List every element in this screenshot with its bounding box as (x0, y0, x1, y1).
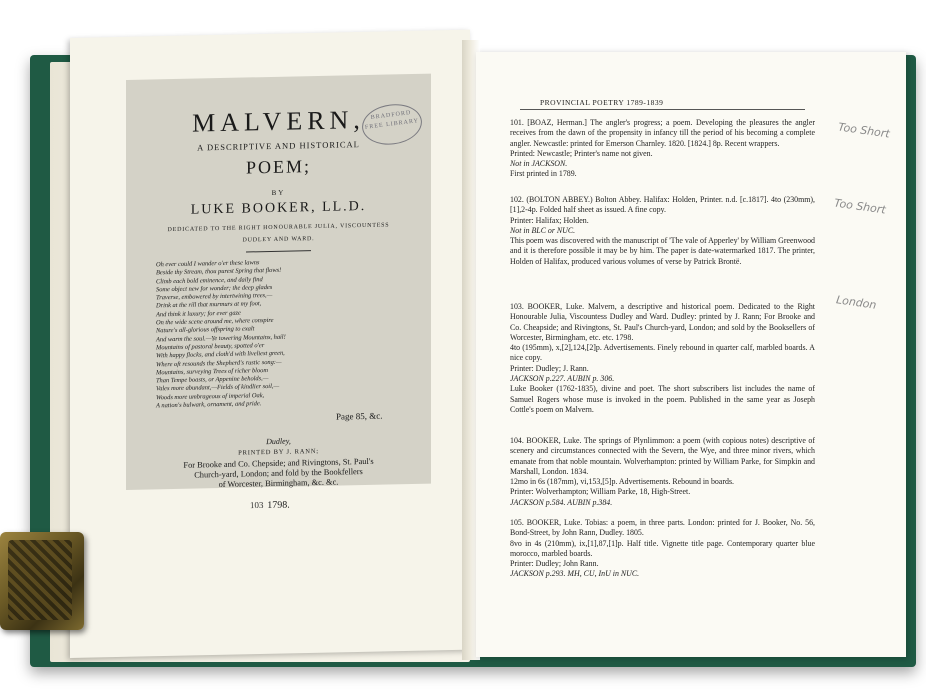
verse-line: Where oft resounds the Shepherd's rustic song:— (156, 358, 282, 368)
facsimile-place: Dudley, (266, 436, 291, 447)
verse-line: Oh ever could I wander o'er these lawns (156, 259, 260, 269)
verse-line: And warm the soul.—Ye towering Mountains, hail! (156, 333, 286, 344)
library-stamp: BRADFORD FREE LIBRARY (360, 101, 424, 148)
entry-line: 102. (BOLTON ABBEY.) Bolton Abbey. Halifax: Holden, Printer. n.d. [c.1817]. 4to (230mm), [1],2-4p. Folded half sheet as issued. A fine copy. (510, 195, 815, 215)
facsimile-verse (156, 256, 406, 411)
facsimile-year: 1798. (267, 499, 290, 512)
verse-line: Vales more abundant,—Fields of kindlier soil,— (156, 383, 280, 393)
facsimile-rule (246, 250, 311, 252)
header-rule (520, 109, 805, 110)
catalogue-entry-102 (510, 195, 815, 267)
verse-line: Woods more umbrageous of imperial Oak, (156, 391, 265, 402)
entry-line: 101. [BOAZ, Herman.] The angler's progress; a poem. Developing the pleasures the angler receives from the dawn of the propensity in infancy till the period of his becoming a complete angler. Newcastle: printed for Emerson Charnley. 1820. [1824.] 8p. Recent wrappers. (510, 118, 815, 148)
entry-line: JACKSON p.293. MH, CU, InU in NUC. (510, 569, 640, 579)
verse-line: Some object new for wonder; the deep glades (156, 283, 273, 294)
entry-line: 103. BOOKER, Luke. Malvern, a descriptive and historical poem. Dedicated to the Right Honourable Julia, Viscountess Dudley and Ward. Dudley: printed by J. Rann; For Brooke and Co. Cheapside; and Rivingtons, St. Paul's Church-yard, London; and sold by the Booksellers of Worcester, Birmingham, etc. etc. 1798. (510, 302, 815, 342)
facsimile-author: LUKE BOOKER, LL.D. (190, 198, 367, 218)
facsimile-dedication-2: DUDLEY AND WARD. (242, 236, 315, 244)
facsimile-subtitle: A DESCRIPTIVE AND HISTORICAL (197, 139, 360, 153)
catalogue-entry-101 (510, 118, 815, 180)
verse-line: And think it luxury; for ever gaze (156, 309, 241, 319)
facsimile-imprint (136, 456, 421, 492)
verse-line: Mountains of pastoral beauty, spotted o'er (156, 342, 265, 352)
verse-line: A nation's bulwark, ornament, and pride. (156, 400, 262, 410)
left-page-number: 103 (249, 499, 264, 511)
entry-line: This poem was discovered with the manuscript of 'The vale of Apperley' by William Greenwood and it is therefore possible it may be by him. The paper is date-watermarked 1817. The printer, Holden of Halifax, produced various volumes of verse by Patrick Brontë. (510, 236, 815, 266)
verse-line: Drink at the rill that murmurs at my foot, (156, 300, 262, 310)
entry-line: Printed: Newcastle; Printer's name not given. (510, 148, 653, 158)
catalogue-entry-104 (510, 436, 815, 508)
entry-line: 105. BOOKER, Luke. Tobias: a poem, in three parts. London: printed for J. Booker, No. 56, Bond-Street, by John Rann, Dudley. 1805. (510, 518, 815, 538)
catalogue-entry-105 (510, 518, 815, 580)
entry-line: JACKSON p.584. AUBIN p.384. (510, 497, 613, 507)
verse-line: Mountains, surveying Trees of richer bloom (156, 366, 268, 377)
entry-line: JACKSON p.227. AUBIN p. 306. (510, 374, 615, 384)
verse-line: On the wide scene around me, where conspire (156, 316, 274, 327)
pencil-note: London (835, 293, 878, 312)
brass-page-weight (0, 532, 84, 630)
entry-line: Printer: Dudley; J. Rann. (510, 363, 589, 373)
verse-line: Climb each bold eminence, and daily find (156, 275, 263, 285)
verse-line: Traverse, embowered by intertwining trees,— (156, 292, 273, 302)
imprint-line: For Brooke and Co. Chepside; and Rivingtons, St. Paul's (183, 456, 374, 470)
entry-line: 8vo in 4s (210mm), ix,[1],87,[1]p. Half title. Vignette title page. Contemporary quarter blue morocco, marbled boards. (510, 538, 815, 558)
running-head: PROVINCIAL POETRY 1789-1839 (540, 98, 664, 107)
entry-line: Luke Booker (1762-1835), divine and poet. The short subscribers list includes the name of Samuel Rogers whose muse is invoked in the poem. Published in the same year as Joseph Cottle's poem on Malvern. (510, 384, 815, 414)
verse-line: With happy flocks, and cloth'd with liveliest green, (156, 349, 285, 360)
imprint-line: Church-yard, London; and fold by the Bookfellers (194, 467, 363, 480)
facsimile-dedication: DEDICATED TO THE RIGHT HONOURABLE JULIA, VISCOUNTESS (167, 222, 390, 234)
entry-line: Not in JACKSON. (510, 159, 568, 169)
imprint-line: of Worcester, Birmingham, &c. &c. (218, 477, 339, 490)
entry-line: Printer: Halifax; Holden. (510, 215, 589, 225)
catalogue-entry-103 (510, 302, 815, 415)
facsimile-page-ref: Page 85, &c. (336, 410, 383, 422)
page-weight-pattern (8, 540, 72, 620)
entry-line: Printer: Wolverhampton; William Parke, 18, High-Street. (510, 487, 691, 497)
pencil-note: Too Short (833, 196, 887, 217)
entry-line: 4to (195mm), x,[2],124,[2]p. Advertisements. Finely rebound in quarter calf, marbled boards. A nice copy. (510, 343, 815, 363)
entry-line: Not in BLC or NUC. (510, 225, 576, 235)
entry-line: 12mo in 6s (187mm), vi,153,[5]p. Advertisements. Rebound in boards. (510, 477, 734, 487)
facsimile-by: BY (271, 188, 286, 197)
facsimile-poem-word: POEM; (245, 156, 311, 178)
pencil-note: Too Short (837, 120, 891, 141)
entry-line: First printed in 1789. (510, 169, 577, 179)
facsimile-printer: PRINTED BY J. RANN; (238, 447, 319, 457)
verse-line: Than Tempe boasts, or Appenine beholds,— (156, 375, 269, 385)
verse-line: Beside thy Stream, thou purest Spring that flows! (156, 267, 282, 277)
verse-line: Nature's all-glorious offspring to exalt (156, 325, 255, 335)
facsimile-title: MALVERN, (192, 104, 365, 138)
entry-line: 104. BOOKER, Luke. The springs of Plynlimmon: a poem (with copious notes) descriptive of scenery and circumstances connected with the Severn, the Wye, and three minor rivers, which emanate from that noble mountain. Wolverhampton: printed by William Parke, for Simpkin and Marshall, London. 1834. (510, 436, 815, 476)
entry-line: Printer: Dudley; John Rann. (510, 559, 599, 569)
